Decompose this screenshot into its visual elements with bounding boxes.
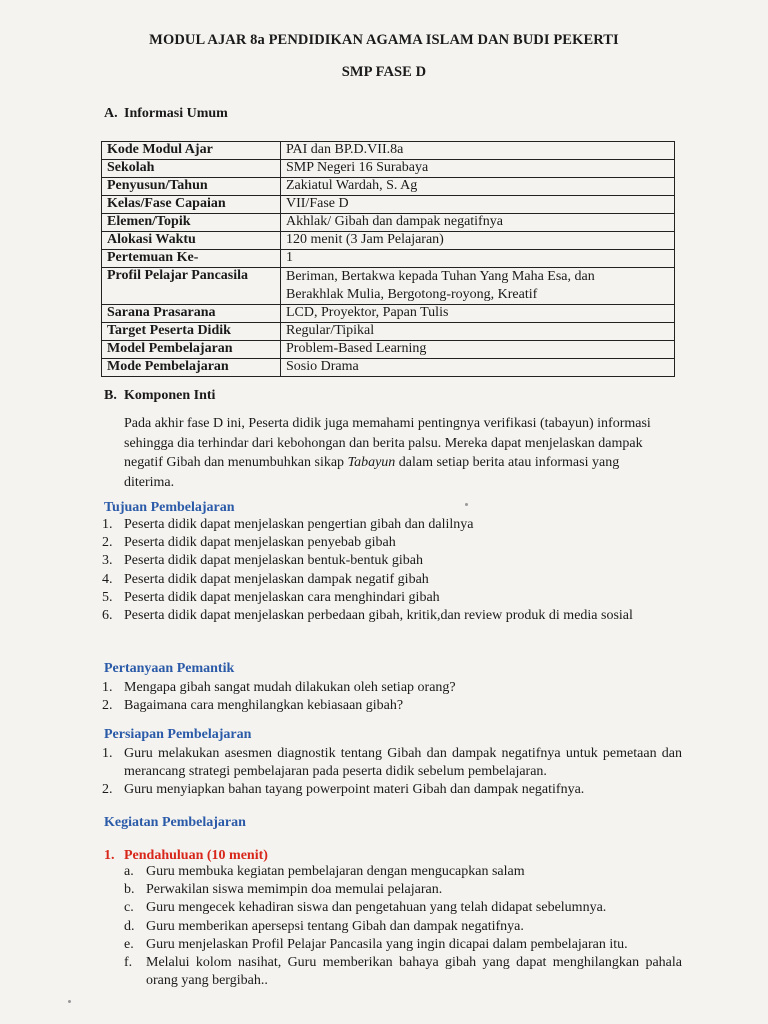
item-number: d. bbox=[124, 918, 135, 934]
item-number: e. bbox=[124, 936, 134, 952]
document-title: MODUL AJAR 8a PENDIDIKAN AGAMA ISLAM DAN BUDI PEKERTI bbox=[149, 32, 619, 48]
item-number: b. bbox=[124, 882, 135, 898]
row-value: Problem-Based Learning bbox=[281, 341, 675, 359]
row-label: Penyusun/Tahun bbox=[102, 178, 281, 196]
item-text: Peserta didik dapat menjelaskan bentuk-bentuk gibah bbox=[124, 553, 423, 569]
item-text: Peserta didik dapat menjelaskan perbedaan gibah, kritik,dan review produk di media sosial bbox=[124, 608, 633, 624]
row-value: LCD, Proyektor, Papan Tulis bbox=[281, 305, 675, 323]
list-item bbox=[102, 534, 664, 552]
item-text: Guru mengecek kehadiran siswa dan pengetahuan yang telah didapat sebelumnya. bbox=[146, 900, 607, 916]
item-number: 5. bbox=[102, 589, 113, 605]
section-a-letter: A. bbox=[104, 106, 118, 121]
section-a-heading bbox=[104, 106, 228, 122]
table-row bbox=[102, 359, 675, 377]
row-value bbox=[281, 268, 675, 305]
row-value: Akhlak/ Gibah dan dampak negatifnya bbox=[281, 214, 675, 232]
row-label: Kode Modul Ajar bbox=[102, 142, 281, 160]
item-text: Peserta didik dapat menjelaskan cara menghindari gibah bbox=[124, 589, 440, 605]
list-item bbox=[102, 697, 664, 715]
item-number: 2. bbox=[102, 782, 113, 798]
section-b-letter: B. bbox=[104, 388, 117, 403]
persiapan-heading: Persiapan Pembelajaran bbox=[104, 727, 252, 742]
row-label: Elemen/Topik bbox=[102, 214, 281, 232]
list-item bbox=[102, 745, 682, 781]
row-value: Zakiatul Wardah, S. Ag bbox=[281, 178, 675, 196]
row-value: 120 menit (3 Jam Pelajaran) bbox=[281, 232, 675, 250]
persiapan-list bbox=[102, 745, 682, 800]
row-value: SMP Negeri 16 Surabaya bbox=[281, 160, 675, 178]
list-item bbox=[124, 918, 682, 936]
table-row bbox=[102, 341, 675, 359]
list-item bbox=[102, 552, 664, 570]
row-label: Model Pembelajaran bbox=[102, 341, 281, 359]
scan-speck bbox=[465, 503, 468, 506]
scan-speck bbox=[68, 1000, 71, 1003]
list-item bbox=[102, 607, 654, 625]
list-item bbox=[124, 863, 682, 881]
row-label: Pertemuan Ke- bbox=[102, 250, 281, 268]
list-item bbox=[102, 679, 664, 697]
row-label: Kelas/Fase Capaian bbox=[102, 196, 281, 214]
list-item bbox=[124, 881, 682, 899]
row-value: VII/Fase D bbox=[281, 196, 675, 214]
table-row bbox=[102, 268, 675, 305]
item-text: Guru menyiapkan bahan tayang powerpoint materi Gibah dan dampak negatifnya. bbox=[124, 782, 585, 798]
item-number: 1. bbox=[102, 517, 113, 532]
pemantik-list bbox=[102, 679, 664, 715]
row-value: Sosio Drama bbox=[281, 359, 675, 377]
pendahuluan-title: Pendahuluan (10 menit) bbox=[124, 848, 268, 863]
item-text: Peserta didik dapat menjelaskan pengertian gibah dan dalilnya bbox=[124, 517, 474, 532]
intro-italic-term: Tabayun bbox=[347, 455, 396, 470]
row-label: Target Peserta Didik bbox=[102, 323, 281, 341]
item-number: a. bbox=[124, 864, 134, 879]
item-number: 4. bbox=[102, 571, 113, 587]
table-row bbox=[102, 305, 675, 323]
item-text: Peserta didik dapat menjelaskan penyebab gibah bbox=[124, 535, 396, 551]
table-row bbox=[102, 196, 675, 214]
item-text: Guru membuka kegiatan pembelajaran dengan mengucapkan salam bbox=[146, 864, 525, 879]
tujuan-list bbox=[102, 516, 664, 625]
table-row bbox=[102, 250, 675, 268]
pendahuluan-heading bbox=[104, 848, 268, 864]
list-item bbox=[124, 954, 682, 990]
item-text: Mengapa gibah sangat mudah dilakukan oleh setiap orang? bbox=[124, 680, 456, 695]
section-a-title: Informasi Umum bbox=[124, 106, 228, 121]
section-b-heading bbox=[104, 388, 215, 404]
row-label: Sarana Prasarana bbox=[102, 305, 281, 323]
list-item bbox=[102, 781, 682, 799]
list-item bbox=[124, 936, 682, 954]
item-number: c. bbox=[124, 900, 134, 916]
item-number: 6. bbox=[102, 608, 113, 624]
row-label: Alokasi Waktu bbox=[102, 232, 281, 250]
row-value: PAI dan BP.D.VII.8a bbox=[281, 142, 675, 160]
item-number: 3. bbox=[102, 553, 113, 569]
item-text: Guru melakukan asesmen diagnostik tentang Gibah dan dampak negatifnya untuk pemetaan dan merancang strategi pembelajaran pada peserta didik sebelum pembelajaran. bbox=[124, 746, 682, 780]
intro-text-end: dalam setiap berita atau informasi yang diterima. bbox=[124, 455, 620, 490]
row-value-line: Berakhlak Mulia, Bergotong-royong, Kreatif bbox=[286, 287, 538, 302]
item-text: Bagaimana cara menghilangkan kebiasaan gibah? bbox=[124, 698, 404, 714]
item-number: 1. bbox=[102, 746, 113, 761]
pemantik-heading: Pertanyaan Pemantik bbox=[104, 661, 235, 676]
table-row bbox=[102, 214, 675, 232]
table-row bbox=[102, 232, 675, 250]
pendahuluan-number: 1. bbox=[104, 848, 115, 863]
item-number: 1. bbox=[102, 680, 113, 695]
item-number: 2. bbox=[102, 698, 113, 714]
intro-paragraph bbox=[124, 414, 664, 492]
table-row bbox=[102, 142, 675, 160]
intro-text: Pada akhir fase D ini, Peserta didik juga memahami pentingnya verifikasi (tabayun) informasi sehingga dia terhindar dari kebohongan dan berita palsu. Mereka dapat menjelaskan dampak negatif Gibah dan menumbuhkan sikap bbox=[124, 416, 651, 470]
item-text: Peserta didik dapat menjelaskan dampak negatif gibah bbox=[124, 571, 429, 587]
list-item bbox=[124, 899, 682, 917]
list-item bbox=[102, 589, 664, 607]
item-text: Melalui kolom nasihat, Guru memberikan bahaya gibah yang dapat menghilangkan pahala orang yang bergibah.. bbox=[146, 955, 682, 989]
item-text: Guru menjelaskan Profil Pelajar Pancasila yang ingin dicapai dalam pembelajaran itu. bbox=[146, 936, 628, 952]
row-value: 1 bbox=[281, 250, 675, 268]
table-row bbox=[102, 160, 675, 178]
section-b-title: Komponen Inti bbox=[124, 388, 216, 403]
row-label: Mode Pembelajaran bbox=[102, 359, 281, 377]
list-item bbox=[102, 571, 664, 589]
row-label: Profil Pelajar Pancasila bbox=[102, 268, 281, 305]
info-table bbox=[101, 141, 675, 377]
table-row bbox=[102, 323, 675, 341]
kegiatan-heading: Kegiatan Pembelajaran bbox=[104, 815, 246, 830]
table-row bbox=[102, 178, 675, 196]
item-number: f. bbox=[124, 955, 133, 971]
item-text: Guru memberikan apersepsi tentang Gibah dan dampak negatifnya. bbox=[146, 918, 524, 934]
row-label: Sekolah bbox=[102, 160, 281, 178]
document-subtitle: SMP FASE D bbox=[341, 64, 427, 80]
pendahuluan-list bbox=[124, 863, 682, 990]
row-value: Regular/Tipikal bbox=[281, 323, 675, 341]
row-value-line: Beriman, Bertakwa kepada Tuhan Yang Maha Esa, dan bbox=[286, 269, 595, 284]
tujuan-heading: Tujuan Pembelajaran bbox=[104, 500, 235, 515]
list-item bbox=[102, 516, 664, 534]
item-number: 2. bbox=[102, 535, 113, 551]
item-text: Perwakilan siswa memimpin doa memulai pelajaran. bbox=[146, 882, 443, 898]
